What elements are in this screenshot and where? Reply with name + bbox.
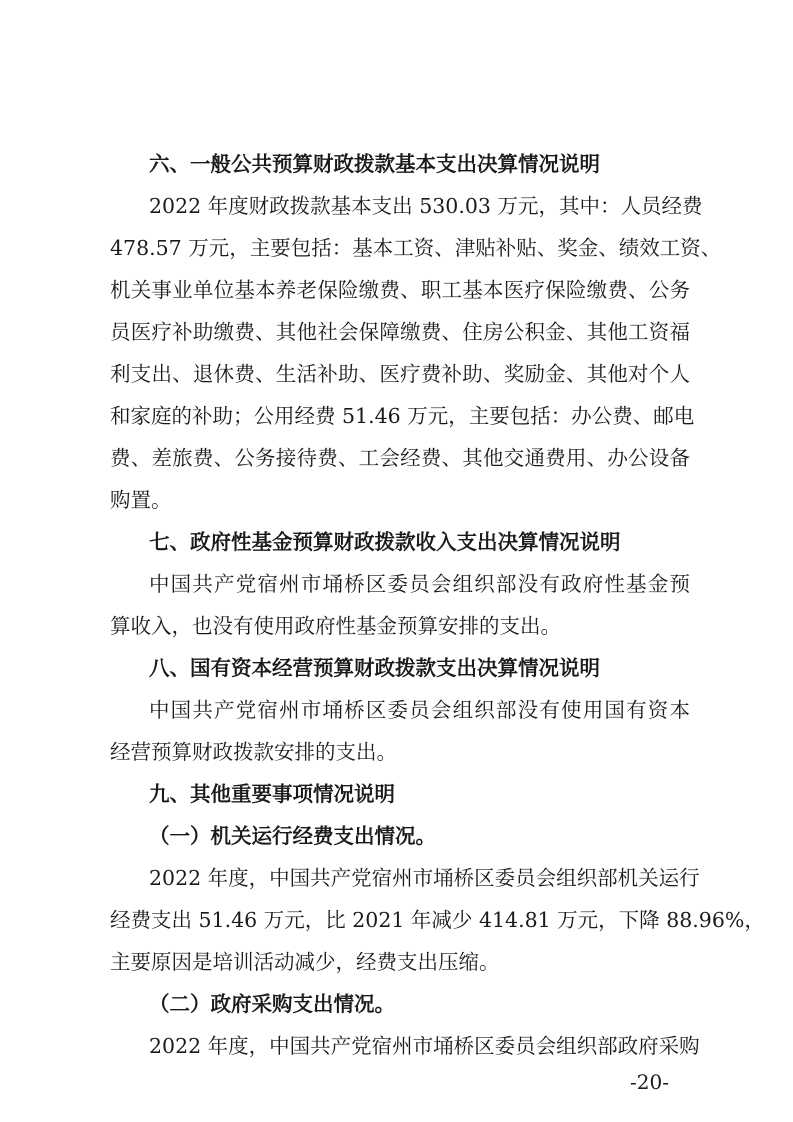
paragraph-line: 2022 年度，中国共产党宿州市埇桥区委员会组织部机关运行 [149,866,700,890]
paragraph-line: 员医疗补助缴费、其他社会保障缴费、住房公积金、其他工资福 [110,320,690,344]
subsection-heading-2: （二）政府采购支出情况。 [149,992,395,1016]
paragraph-line: 2022 年度财政拨款基本支出 530.03 万元，其中：人员经费 [149,194,703,218]
page-number: -20- [630,1070,669,1094]
subsection-heading-1: （一）机关运行经费支出情况。 [149,824,436,848]
paragraph-line: 经费支出 51.46 万元，比 2021 年减少 414.81 万元，下降 88.96%， [110,908,765,932]
section-heading-6: 六、一般公共预算财政拨款基本支出决算情况说明 [149,152,600,176]
paragraph-line: 购置。 [110,488,172,512]
section-heading-9: 九、其他重要事项情况说明 [149,782,395,806]
paragraph-line: 利支出、退休费、生活补助、医疗费补助、奖励金、其他对个人 [110,362,690,386]
paragraph-line: 和家庭的补助；公用经费 51.46 万元，主要包括：办公费、邮电 [110,404,695,428]
section-heading-7: 七、政府性基金预算财政拨款收入支出决算情况说明 [149,530,621,554]
section-heading-8: 八、国有资本经营预算财政拨款支出决算情况说明 [149,656,600,680]
paragraph-line: 机关事业单位基本养老保险缴费、职工基本医疗保险缴费、公务 [110,278,690,302]
paragraph-line: 费、差旅费、公务接待费、工会经费、其他交通费用、办公设备 [110,446,690,470]
paragraph-line: 478.57 万元，主要包括：基本工资、津贴补贴、奖金、绩效工资、 [110,236,722,260]
paragraph-line: 算收入，也没有使用政府性基金预算安排的支出。 [110,614,561,638]
paragraph-line: 2022 年度，中国共产党宿州市埇桥区委员会组织部政府采购 [149,1034,700,1058]
paragraph-line: 中国共产党宿州市埇桥区委员会组织部没有使用国有资本 [149,698,690,722]
paragraph-line: 中国共产党宿州市埇桥区委员会组织部没有政府性基金预 [149,572,690,596]
paragraph-line: 经营预算财政拨款安排的支出。 [110,740,397,764]
paragraph-line: 主要原因是培训活动减少，经费支出压缩。 [110,950,500,974]
